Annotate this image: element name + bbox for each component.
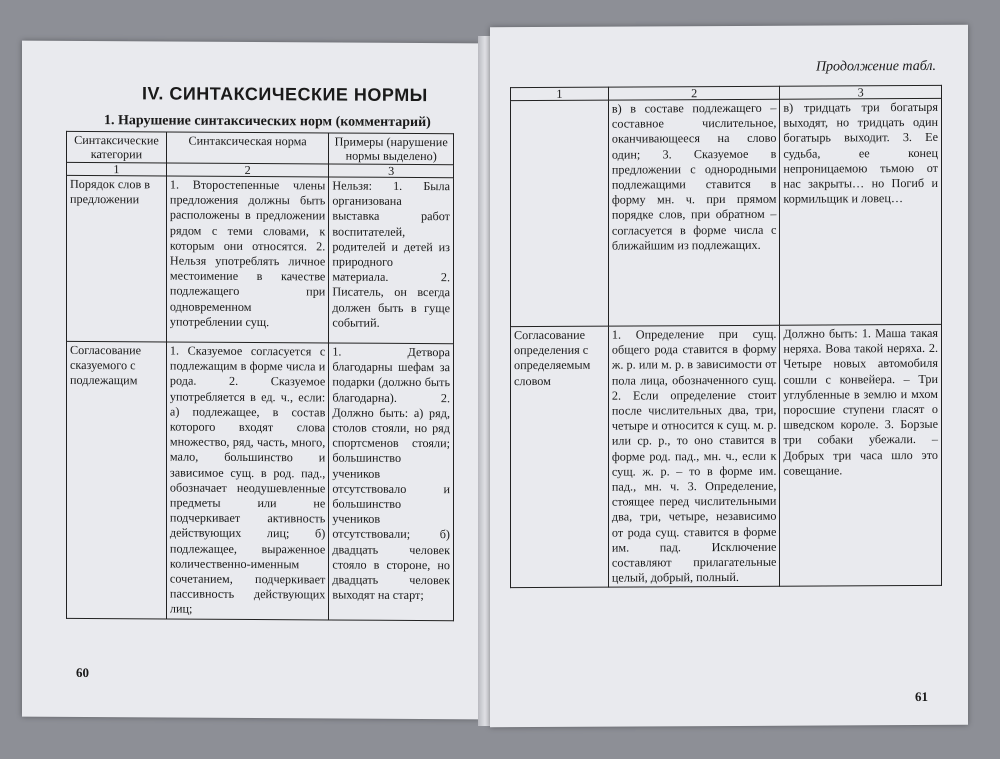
header-norm: Синтаксическая норма (166, 132, 328, 164)
col-number: 3 (329, 164, 454, 178)
example-cell: Должно быть: 1. Маша такая неряха. Вова такой неряха. 2. Четыре новых автомобиля сошли с конвейера. – Три углубленные в землю и мхом поросшие ступени гласят о шведском короле. 3. Борзые три собаки убежали. – Добрых три часа шло это совещание. (780, 324, 942, 586)
syntax-norms-table-continued (510, 85, 942, 589)
example-cell: в) тридцать три богатыря выходят, но тридцать один богатырь выходит. 3. Ее судьба, ее конец непроницаемою тьмою от нас закрыты… но Погиб и кормильщик и ловец… (780, 98, 942, 325)
page-number: 60 (76, 664, 89, 681)
example-cell: Нельзя: 1. Была организована выставка работ воспитателей, родителей и детей из природного материала. 2. Писатель, он всегда должен быть в гуще событий. (329, 177, 454, 344)
table-header-row (67, 131, 454, 164)
table-row (67, 341, 454, 620)
section-title: IV. СИНТАКСИЧЕСКИЕ НОРМЫ (142, 83, 428, 106)
category-cell: Согласование сказуемого с подлежащим (67, 341, 167, 618)
table-subtitle: 1. Нарушение синтаксических норм (комментарий) (104, 113, 431, 131)
col-number: 2 (166, 163, 328, 177)
norm-cell: 1. Сказуемое согласуется с подлежащим в форме числа и рода. 2. Сказуемое употребляется в ед. ч., если: а) подлежащее, в состав которого входят слова множество, ряд, часть, много, мало, большинство и зависимое сущ. в род. пад., обозначает неодушевленные предметы или не подчеркивает активность действующих лиц; б) подлежащее, выраженное количественно-именным сочетанием, подчеркивает пассивность действующих лиц; (166, 342, 328, 620)
syntax-norms-table (66, 131, 454, 621)
norm-cell: 1. Определение при сущ. общего рода ставится в форму ж. р. или м. р. в зависимости от пола лица, обозначенного сущ. 2. Если определение стоит после числительных два, три, четыре и относится к сущ. м. р. или ср. р., то оно ставится в форме род. пад., мн. ч., если к сущ. ж. р. – то в форме им. пад., мн. ч. 3. Определение, стоящее перед числительными два, три, четыре, независимо от рода сущ. ставится в форме им. пад. Исключение составляют прилагательные целый, добрый, полный. (608, 325, 780, 587)
col-number: 1 (511, 87, 609, 101)
table-continuation-label: Продолжение табл. (815, 58, 936, 75)
table-row (511, 324, 942, 588)
example-cell: 1. Детвора благодарны шефам за подарки (должно быть благодарна). 2. Должно быть: а) ряд, столов стояли, но ряд спортсменов стояли; большинство учеников отсутствовало и большинство учеников отсутствовали; б) двадцать человек стояло в стороне, но двадцать человек выходят на старт; (329, 343, 454, 620)
right-page (490, 25, 968, 728)
table-row (67, 175, 454, 343)
category-cell: Согласование определения с определяемым словом (511, 326, 609, 588)
category-cell (511, 100, 609, 327)
norm-cell: в) в составе подлежащего – составное числительное, оканчивающееся на слово один; 3. Сказуемое в предложении с однородными подлежащими ставится в форму мн. ч. при прямом порядке слов, при обратном – согласуется в форме числа с ближайшим из подлежащих. (608, 99, 780, 326)
table-row (511, 98, 942, 326)
col-number: 1 (67, 162, 167, 176)
category-cell: Порядок слов в предложении (67, 175, 167, 342)
left-page (22, 41, 480, 720)
col-number: 2 (608, 86, 780, 100)
norm-cell: 1. Второстепенные члены предложения должны быть расположены в предложении рядом с теми словами, к которым они относятся. 2. Нельзя употреблять личное местоимение в качестве подлежащего при одновременном употреблении сущ. (166, 176, 328, 343)
col-number: 3 (780, 85, 942, 99)
header-category: Синтаксические категории (67, 131, 167, 163)
page-number: 61 (915, 688, 928, 705)
header-example: Примеры (нарушение нормы выделено) (329, 133, 454, 165)
